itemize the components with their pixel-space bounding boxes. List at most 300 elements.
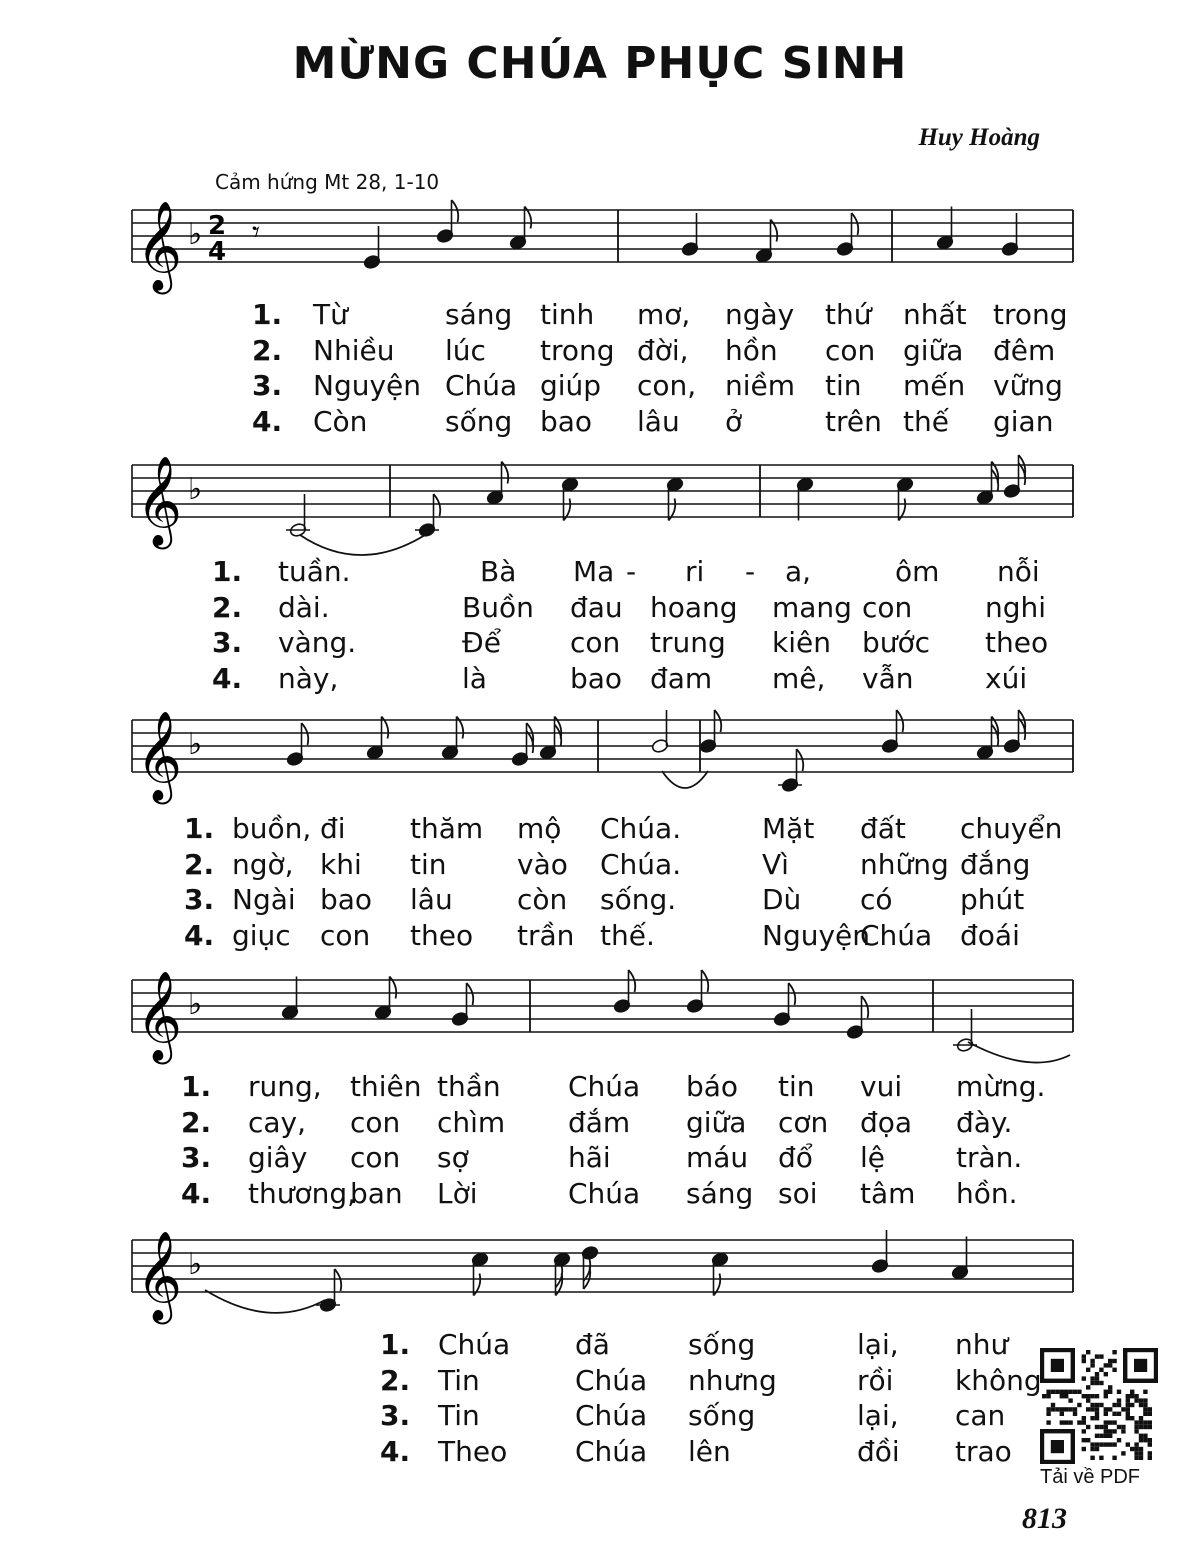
lyric-word: xúi xyxy=(985,661,1028,695)
qr-module xyxy=(1090,1442,1094,1446)
qr-module xyxy=(1095,1407,1099,1411)
lyric-word: giây xyxy=(248,1141,308,1174)
qr-module xyxy=(1046,1390,1050,1394)
lyric-word: Chúa xyxy=(568,1070,641,1103)
lyric-word: Còn xyxy=(313,404,368,438)
qr-module xyxy=(1117,1412,1121,1416)
lyric-word: Theo xyxy=(438,1434,508,1468)
lyric-word: trung xyxy=(650,626,726,659)
lyric-word: lâu xyxy=(410,883,453,916)
note-flag xyxy=(797,749,804,771)
lyric-word: chìm xyxy=(437,1105,506,1139)
qr-module xyxy=(1108,1385,1112,1389)
qr-module xyxy=(1082,1420,1086,1424)
flat-key-signature-icon: ♭ xyxy=(188,472,203,507)
lyric-word: phút xyxy=(960,883,1025,916)
lyric-word: nhưng xyxy=(688,1363,777,1397)
qr-module xyxy=(1126,1416,1130,1420)
qr-module xyxy=(1082,1447,1086,1451)
lyric-word: Bà xyxy=(480,555,517,588)
qr-module xyxy=(1095,1434,1099,1438)
lyric-word: con, xyxy=(637,369,697,402)
qr-module xyxy=(1068,1390,1072,1394)
qr-module xyxy=(1060,1394,1064,1398)
qr-module xyxy=(1046,1412,1050,1416)
qr-module xyxy=(1082,1429,1086,1433)
lyric-word: Nguyện xyxy=(313,369,422,402)
lyric-word: con xyxy=(570,626,621,659)
lyric-word: đọa xyxy=(860,1105,913,1139)
lyric-word: Chúa xyxy=(438,1328,511,1361)
qr-module xyxy=(1086,1385,1090,1389)
qr-module xyxy=(1073,1412,1077,1416)
lyric-word: trao xyxy=(955,1434,1012,1468)
qr-module xyxy=(1121,1407,1125,1411)
lyric-word: vàng. xyxy=(278,626,357,659)
lyric-word: vững xyxy=(993,369,1063,402)
lyric-word: ban xyxy=(350,1176,403,1210)
qr-module xyxy=(1060,1420,1064,1424)
qr-module xyxy=(1090,1456,1094,1460)
lyric-word: khi xyxy=(320,847,362,881)
qr-module xyxy=(1086,1394,1090,1398)
lyric-word: lệ xyxy=(860,1141,886,1174)
song-title: MỪNG CHÚA PHỤC SINH xyxy=(292,38,908,89)
lyric-word: thứ xyxy=(825,298,872,331)
verse-number: 1. xyxy=(212,555,243,588)
note-flag xyxy=(434,494,441,516)
verse-number: 2. xyxy=(252,333,283,367)
verse-number: 4. xyxy=(212,661,243,695)
lyric-word: vào xyxy=(517,847,568,881)
qr-module xyxy=(1121,1451,1125,1455)
qr-module xyxy=(1090,1359,1094,1363)
qr-code-icon[interactable] xyxy=(1040,1348,1158,1464)
qr-module xyxy=(1051,1359,1064,1372)
qr-module xyxy=(1082,1394,1086,1398)
qr-module xyxy=(1112,1403,1116,1407)
qr-module xyxy=(1126,1407,1130,1411)
lyric-word: thế xyxy=(903,404,949,438)
qr-module xyxy=(1095,1416,1099,1420)
qr-module xyxy=(1139,1416,1143,1420)
lyric-word: thiên xyxy=(350,1070,422,1103)
lyric-word: hồn. xyxy=(956,1176,1018,1210)
qr-module xyxy=(1143,1390,1147,1394)
qr-module xyxy=(1086,1425,1090,1429)
lyric-word: - xyxy=(745,555,756,588)
qr-module xyxy=(1099,1368,1103,1372)
qr-module xyxy=(1126,1412,1130,1416)
lyric-word: máu xyxy=(686,1141,749,1174)
lyric-word: không xyxy=(955,1363,1042,1397)
lyric-word: những xyxy=(860,847,949,881)
qr-module xyxy=(1130,1390,1134,1394)
lyric-word: đau xyxy=(570,590,623,624)
lyric-word: Chúa xyxy=(575,1363,648,1397)
lyric-word: ngờ, xyxy=(232,847,294,881)
lyric-word: cay, xyxy=(248,1105,307,1139)
flat-key-signature-icon: ♭ xyxy=(188,1247,203,1282)
qr-module xyxy=(1112,1442,1116,1446)
lyric-word: giữa xyxy=(903,333,964,367)
qr-module xyxy=(1104,1420,1108,1424)
inspiration-note: Cảm hứng Mt 28, 1-10 xyxy=(215,170,440,194)
qr-module xyxy=(1082,1438,1086,1442)
lyric-word: thế. xyxy=(600,918,655,952)
lyric-word: giúp xyxy=(540,369,602,402)
lyric-word: Lời xyxy=(437,1176,478,1210)
lyric-word: đoái xyxy=(960,918,1020,952)
qr-module xyxy=(1143,1412,1147,1416)
qr-module xyxy=(1060,1407,1064,1411)
qr-module xyxy=(1068,1420,1072,1424)
lyric-word: tinh xyxy=(540,298,595,331)
qr-module xyxy=(1086,1407,1090,1411)
tie xyxy=(300,535,425,555)
lyric-word: thăm xyxy=(410,812,484,845)
qr-module xyxy=(1086,1350,1090,1354)
lyric-word: con xyxy=(350,1141,401,1174)
qr-module xyxy=(1095,1447,1099,1451)
qr-module xyxy=(1121,1429,1125,1433)
lyric-word: Nguyện xyxy=(762,918,871,952)
lyric-word: ngày xyxy=(725,298,795,331)
qr-module xyxy=(1051,1390,1055,1394)
qr-module xyxy=(1104,1412,1108,1416)
lyric-word: a, xyxy=(785,555,812,588)
qr-module xyxy=(1104,1425,1108,1429)
qr-module xyxy=(1108,1434,1112,1438)
qr-module xyxy=(1060,1390,1064,1394)
lyric-word: sáng xyxy=(686,1176,754,1210)
lyric-word: Chúa xyxy=(575,1399,648,1432)
note-flag xyxy=(302,723,309,745)
lyric-word: thương, xyxy=(248,1176,357,1210)
lyric-word: ôm xyxy=(895,555,940,588)
lyric-word: lúc xyxy=(445,333,486,367)
qr-module xyxy=(1134,1394,1138,1398)
lyric-word: ở xyxy=(725,404,743,438)
qr-module xyxy=(1117,1403,1121,1407)
qr-module xyxy=(1104,1434,1108,1438)
qr-module xyxy=(1108,1390,1112,1394)
lyric-word: mang xyxy=(772,590,852,624)
eighth-rest-icon: 𝄾 xyxy=(252,215,260,250)
composer-name: Huy Hoàng xyxy=(918,124,1040,151)
lyric-word: hoang xyxy=(650,590,738,624)
qr-module xyxy=(1130,1403,1134,1407)
qr-module xyxy=(1099,1354,1103,1358)
lyric-word: như xyxy=(955,1328,1009,1361)
lyric-word: đắng xyxy=(960,847,1031,881)
qr-module xyxy=(1095,1376,1099,1380)
note-flag xyxy=(789,983,796,1005)
qr-module xyxy=(1148,1407,1152,1411)
qr-module xyxy=(1112,1412,1116,1416)
lyric-word: Chúa xyxy=(860,918,933,952)
qr-module xyxy=(1042,1394,1046,1398)
qr-module xyxy=(1148,1412,1152,1416)
qr-module xyxy=(1134,1425,1138,1429)
qr-module xyxy=(1104,1429,1108,1433)
lyric-word: bao xyxy=(540,404,593,438)
qr-module xyxy=(1112,1456,1116,1460)
lyric-word: soi xyxy=(778,1176,818,1210)
qr-module xyxy=(1134,1447,1138,1451)
qr-module xyxy=(1095,1412,1099,1416)
lyric-word: niềm xyxy=(725,369,796,402)
qr-module xyxy=(1134,1451,1138,1455)
verse-number: 4. xyxy=(380,1434,411,1468)
qr-module xyxy=(1046,1420,1050,1424)
verse-number: 3. xyxy=(181,1141,212,1174)
qr-module xyxy=(1117,1398,1121,1402)
lyric-word: Để xyxy=(462,626,501,659)
lyric-word: trên xyxy=(825,404,882,438)
qr-module xyxy=(1139,1434,1143,1438)
qr-module xyxy=(1139,1398,1143,1402)
lyric-word: rồi xyxy=(857,1363,894,1397)
qr-module xyxy=(1046,1394,1050,1398)
qr-module xyxy=(1104,1442,1108,1446)
lyric-word: trần xyxy=(517,918,575,952)
lyric-word: là xyxy=(462,661,487,695)
treble-clef-icon: 𝄞 xyxy=(136,1231,183,1321)
qr-module xyxy=(1099,1434,1103,1438)
qr-module xyxy=(1095,1381,1099,1385)
lyric-word: tin xyxy=(410,847,447,881)
lyric-word: Chúa. xyxy=(600,847,682,881)
qr-module xyxy=(1134,1398,1138,1402)
qr-module xyxy=(1108,1442,1112,1446)
lyric-word: đày. xyxy=(956,1105,1013,1139)
qr-module xyxy=(1099,1381,1103,1385)
qr-module xyxy=(1139,1456,1143,1460)
lyric-word: rung, xyxy=(248,1070,322,1103)
lyric-word: buồn, xyxy=(232,812,312,845)
lyric-word: - xyxy=(626,555,637,588)
lyric-word: mến xyxy=(903,369,966,402)
verse-number: 4. xyxy=(181,1176,212,1210)
qr-module xyxy=(1117,1438,1121,1442)
qr-module xyxy=(1134,1442,1138,1446)
lyric-word: kiên xyxy=(772,626,831,659)
download-pdf-label[interactable]: Tải về PDF xyxy=(1040,1466,1141,1488)
qr-module xyxy=(1108,1407,1112,1411)
lyric-word: mộ xyxy=(517,812,562,845)
qr-module xyxy=(1051,1407,1055,1411)
qr-module xyxy=(1104,1372,1108,1376)
lyric-word: sáng xyxy=(445,298,513,331)
qr-module xyxy=(1073,1407,1077,1411)
lyric-word: Chúa. xyxy=(600,812,682,845)
lyric-word: có xyxy=(860,883,893,916)
qr-module xyxy=(1077,1390,1081,1394)
qr-module xyxy=(1077,1420,1081,1424)
lyric-word: Dù xyxy=(762,883,802,916)
qr-module xyxy=(1134,1420,1138,1424)
qr-module xyxy=(1143,1425,1147,1429)
lyric-word: đắm xyxy=(568,1105,631,1139)
lyric-word: trong xyxy=(540,333,615,367)
lyric-word: mơ, xyxy=(637,298,691,331)
lyric-word: lại, xyxy=(857,1328,899,1361)
note-flag xyxy=(702,970,709,992)
qr-module xyxy=(1108,1429,1112,1433)
lyric-word: con xyxy=(350,1105,401,1139)
time-signature-top: 2 xyxy=(208,211,227,241)
lyric-word: sống xyxy=(688,1399,756,1432)
verse-number: 2. xyxy=(181,1105,212,1139)
qr-module xyxy=(1060,1412,1064,1416)
lyric-word: mừng. xyxy=(956,1070,1046,1103)
lyric-word: lại, xyxy=(857,1399,899,1432)
lyric-word: đất xyxy=(860,812,906,845)
lyric-word: Vì xyxy=(762,847,789,881)
qr-module xyxy=(1090,1416,1094,1420)
lyric-word: đồi xyxy=(857,1434,900,1468)
qr-module xyxy=(1130,1447,1134,1451)
lyric-word: ri xyxy=(685,555,705,588)
qr-module xyxy=(1134,1359,1147,1372)
qr-module xyxy=(1090,1381,1094,1385)
lyric-word: Mặt xyxy=(762,812,815,845)
lyric-word: giục xyxy=(232,918,291,952)
lyric-word: sống xyxy=(688,1328,756,1361)
qr-module xyxy=(1112,1368,1116,1372)
treble-clef-icon: 𝄞 xyxy=(136,711,183,801)
lyric-word: hãi xyxy=(568,1141,611,1174)
lyric-word: đêm xyxy=(993,333,1056,367)
qr-module xyxy=(1139,1451,1143,1455)
qr-module xyxy=(1112,1350,1116,1354)
qr-module xyxy=(1148,1438,1152,1442)
flat-key-signature-icon: ♭ xyxy=(188,987,203,1022)
qr-module xyxy=(1095,1442,1099,1446)
qr-module xyxy=(1143,1398,1147,1402)
tie xyxy=(205,1290,325,1313)
lyric-word: con xyxy=(862,590,913,624)
qr-module xyxy=(1130,1394,1134,1398)
qr-module xyxy=(1143,1420,1147,1424)
lyric-word: can xyxy=(955,1399,1006,1432)
qr-module xyxy=(1112,1420,1116,1424)
treble-clef-icon: 𝄞 xyxy=(136,456,183,546)
lyric-word: đã xyxy=(575,1328,610,1361)
qr-module xyxy=(1077,1403,1081,1407)
qr-module xyxy=(1126,1394,1130,1398)
qr-module xyxy=(1099,1442,1103,1446)
qr-module xyxy=(1117,1425,1121,1429)
qr-module xyxy=(1090,1363,1094,1367)
qr-module xyxy=(1134,1456,1138,1460)
qr-module xyxy=(1095,1403,1099,1407)
flat-key-signature-icon: ♭ xyxy=(188,217,203,252)
lyric-word: sống. xyxy=(600,883,677,916)
lyric-word: tin xyxy=(825,369,862,402)
qr-module xyxy=(1073,1390,1077,1394)
qr-module xyxy=(1121,1425,1125,1429)
lyric-word: đi xyxy=(320,812,346,845)
lyric-word: này, xyxy=(278,661,339,695)
qr-module xyxy=(1090,1447,1094,1451)
verse-number: 1. xyxy=(184,812,215,845)
qr-module xyxy=(1126,1442,1130,1446)
qr-module xyxy=(1068,1398,1072,1402)
qr-module xyxy=(1148,1442,1152,1446)
lyric-word: con xyxy=(825,333,876,367)
lyric-word: nhất xyxy=(903,298,967,331)
qr-module xyxy=(1139,1447,1143,1451)
qr-module xyxy=(1148,1456,1152,1460)
qr-module xyxy=(1112,1429,1116,1433)
qr-module xyxy=(1139,1425,1143,1429)
qr-module xyxy=(1082,1376,1086,1380)
treble-clef-icon: 𝄞 xyxy=(136,971,183,1061)
note-flag xyxy=(852,213,859,235)
qr-module xyxy=(1051,1403,1055,1407)
qr-module xyxy=(1095,1425,1099,1429)
qr-module xyxy=(1139,1420,1143,1424)
qr-module xyxy=(1099,1403,1103,1407)
qr-module xyxy=(1090,1407,1094,1411)
qr-module xyxy=(1064,1394,1068,1398)
lyric-word: giữa xyxy=(686,1105,747,1139)
lyric-word: vui xyxy=(860,1070,903,1103)
lyric-word: đời, xyxy=(637,333,689,367)
qr-module xyxy=(1095,1394,1099,1398)
lyric-word: Nhiều xyxy=(313,333,395,367)
lyric-word: đam xyxy=(650,661,713,695)
verse-number: 4. xyxy=(252,404,283,438)
lyric-word: tin xyxy=(778,1070,815,1103)
qr-module xyxy=(1112,1359,1116,1363)
qr-module xyxy=(1148,1420,1152,1424)
note-flag xyxy=(862,996,869,1018)
lyric-word: lâu xyxy=(637,404,680,438)
qr-module xyxy=(1099,1425,1103,1429)
lyric-word: Tin xyxy=(438,1363,480,1397)
qr-module xyxy=(1104,1407,1108,1411)
qr-module xyxy=(1090,1394,1094,1398)
lyric-word: đổ xyxy=(778,1141,813,1174)
qr-module xyxy=(1139,1403,1143,1407)
note-flag xyxy=(715,710,722,732)
time-signature-bottom: 4 xyxy=(208,237,227,267)
verse-number: 1. xyxy=(380,1328,411,1361)
verse-number: 2. xyxy=(380,1363,411,1397)
qr-module xyxy=(1143,1438,1147,1442)
lyric-word: lên xyxy=(688,1434,731,1468)
lyric-word: còn xyxy=(517,883,568,916)
qr-module xyxy=(1143,1403,1147,1407)
qr-module xyxy=(1134,1429,1138,1433)
qr-module xyxy=(1064,1420,1068,1424)
verse-number: 3. xyxy=(184,883,215,916)
lyric-word: Buồn xyxy=(462,590,534,624)
qr-module xyxy=(1104,1390,1108,1394)
qr-module xyxy=(1082,1354,1086,1358)
lyric-word: gian xyxy=(993,404,1054,438)
lyric-word: tâm xyxy=(860,1176,916,1210)
verse-number: 3. xyxy=(212,626,243,659)
page-number: 813 xyxy=(1022,1502,1067,1535)
qr-module xyxy=(1051,1440,1064,1453)
treble-clef-icon: 𝄞 xyxy=(136,201,183,291)
lyric-word: hồn xyxy=(725,333,778,367)
lyric-word: trong xyxy=(993,298,1068,331)
